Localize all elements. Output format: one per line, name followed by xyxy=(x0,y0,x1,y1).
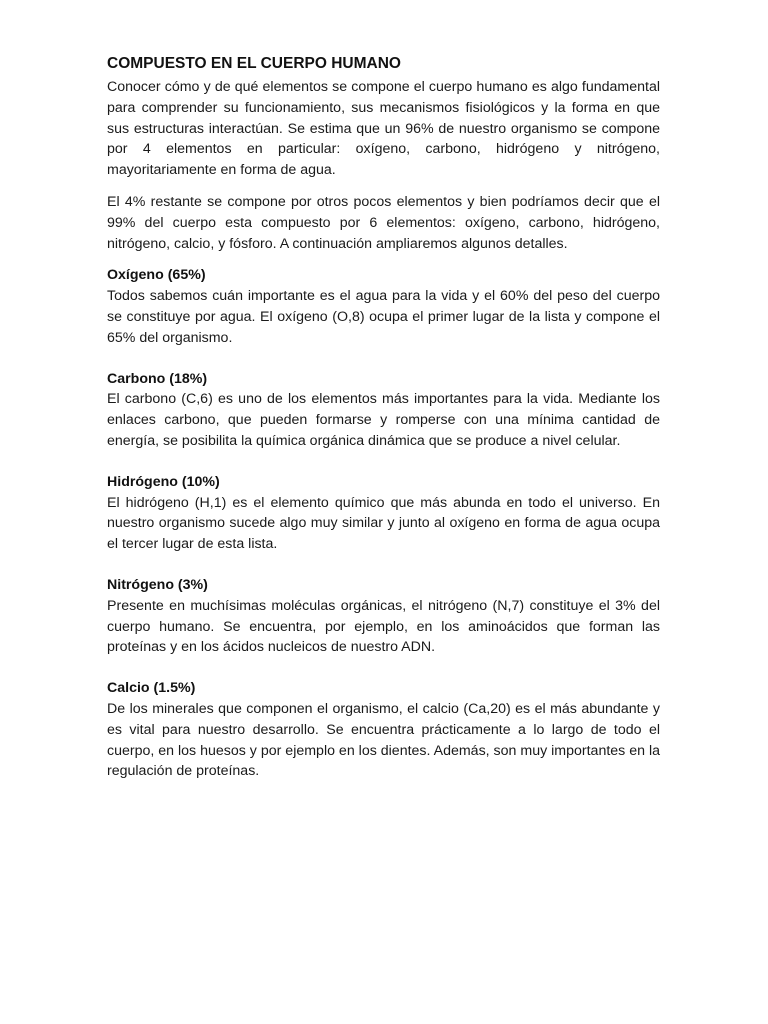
section-hidrogeno xyxy=(107,472,660,555)
section-body: De los minerales que componen el organismo, el calcio (Ca,20) es el más abundante y es vital para nuestro desarrollo. Se encuentra prácticamente a lo largo de todo el cuerpo, en los huesos y por ejemplo en los dientes. Además, son muy importantes en la regulación de proteínas. xyxy=(107,700,660,780)
section-heading: Nitrógeno (3%) xyxy=(107,576,208,593)
document-page xyxy=(107,54,660,802)
section-body: Todos sabemos cuán importante es el agua para la vida y el 60% del peso del cuerpo se constituye por agua. El oxígeno (O,8) ocupa el primer lugar de la lista y compone el 65% del organismo. xyxy=(107,288,660,346)
section-heading: Carbono (18%) xyxy=(107,370,208,387)
section-body: El hidrógeno (H,1) es el elemento químico que más abunda en todo el universo. En nuestro organismo sucede algo muy similar y junto al oxígeno en forma de agua ocupa el tercer lugar de esta lista. xyxy=(107,494,660,553)
section-heading: Calcio (1.5%) xyxy=(107,680,196,697)
section-heading: Hidrógeno (10%) xyxy=(107,473,220,490)
intro-paragraph: Conocer cómo y de qué elementos se compone el cuerpo humano es algo fundamental para comprender su funcionamiento, sus mecanismos fisiológicos y la forma en que sus estructuras interactúan. Se estima que un 96% de nuestro organismo se compone por 4 elementos en particular: oxígeno, carbono, hidrógeno y nitrógeno, mayoritariamente en forma de agua. xyxy=(107,79,660,179)
section-heading: Oxígeno (65%) xyxy=(107,267,206,284)
document-title: COMPUESTO EN EL CUERPO HUMANO xyxy=(107,55,401,72)
section-oxigeno xyxy=(107,265,660,348)
section-body: Presente en muchísimas moléculas orgánicas, el nitrógeno (N,7) constituye el 3% del cuerpo humano. Se encuentra, por ejemplo, en los aminoácidos que forman las proteínas y en los ácidos nucleicos de nuestro ADN. xyxy=(107,597,660,656)
section-carbono xyxy=(107,369,660,452)
intro-paragraph: El 4% restante se compone por otros pocos elementos y bien podríamos decir que el 99% del cuerpo esta compuesto por 6 elementos: oxígeno, carbono, hidrógeno, nitrógeno, calcio, y fósforo. A continuación ampliaremos algunos detalles. xyxy=(107,193,660,252)
section-calcio xyxy=(107,678,660,782)
section-nitrogeno xyxy=(107,575,660,658)
section-body: El carbono (C,6) es uno de los elementos más importantes para la vida. Mediante los enlaces carbono, que pueden formarse y romperse con una mínima cantidad de energía, se posibilita la química orgánica dinámica que se produce a nivel celular. xyxy=(107,391,660,449)
